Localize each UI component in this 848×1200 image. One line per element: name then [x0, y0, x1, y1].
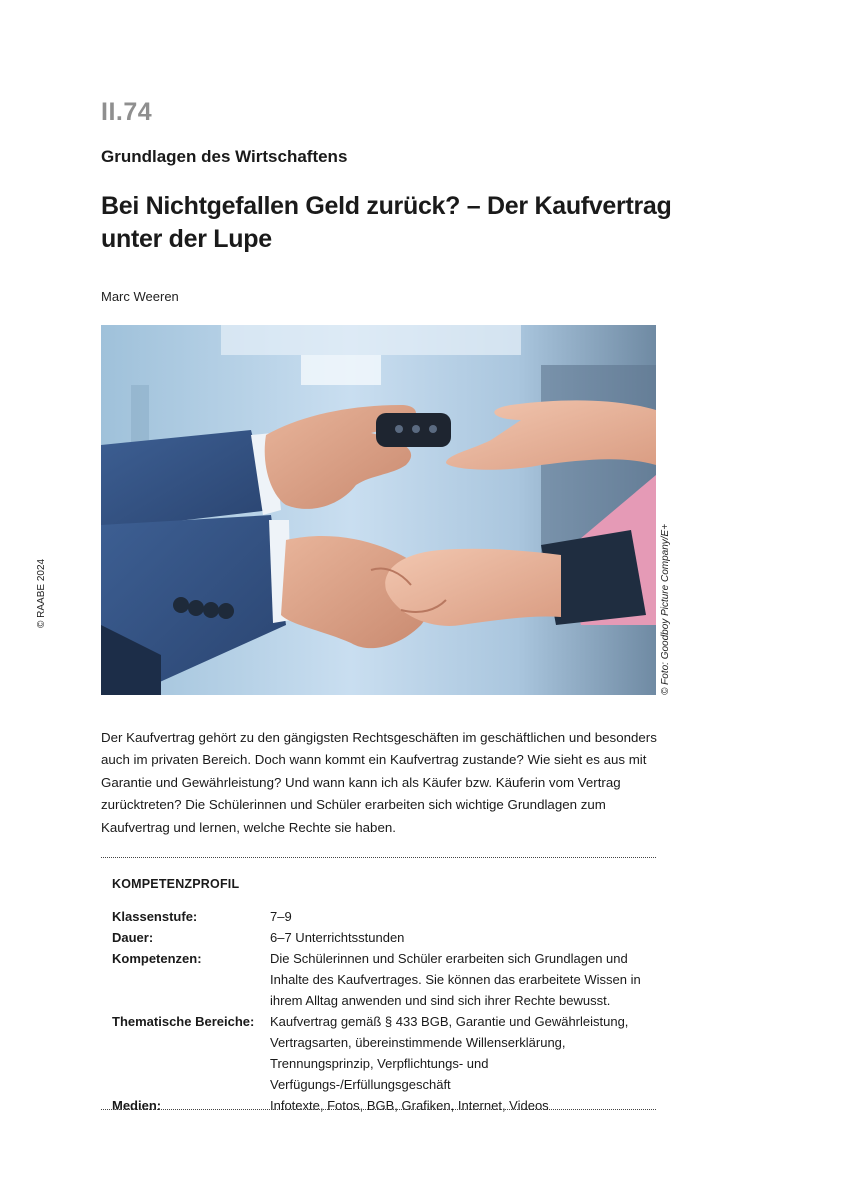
profile-value: 6–7 Unterrichtsstunden [270, 930, 405, 945]
photo-credit: © Foto: Goodboy Picture Company/E+ [660, 523, 671, 695]
copyright-notice: © RAABE 2024 [36, 558, 47, 628]
profile-label: Thematische Bereiche: [112, 1014, 255, 1029]
profile-value: Kaufvertrag gemäß § 433 BGB, Garantie und Gewährleistung, Vertragsarten, übereinstimmende Willenserklärung, Trennungsprinzip, Verpflichtungs- und Verfügungs-/Erfüllungsgeschäft [270, 1014, 629, 1092]
profile-label: Klassenstufe: [112, 909, 198, 924]
divider-top [101, 857, 656, 858]
page-title: Bei Nichtgefallen Geld zurück? – Der Kaufvertrag unter der Lupe [101, 192, 672, 253]
profile-label: Dauer: [112, 930, 154, 945]
divider-bottom [101, 1109, 656, 1110]
profile-label: Kompetenzen: [112, 951, 202, 966]
subject-heading: Grundlagen des Wirtschaftens [101, 147, 348, 166]
competence-profile [112, 906, 652, 1116]
profile-row-topics [112, 1011, 652, 1095]
handshake-key-illustration [101, 325, 656, 695]
profile-heading: KOMPETENZPROFIL [112, 877, 240, 891]
intro-paragraph: Der Kaufvertrag gehört zu den gängigsten Rechtsgeschäften im geschäftlichen und besonders auch im privaten Bereich. Doch wann kommt ein Kaufvertrag zustande? Wie sieht es aus mit Garantie und Gewährleistung? Und wann kann ich als Käufer bzw. Käuferin vom Vertrag zurücktreten? Die Schülerinnen und Schüler erarbeiten sich wichtige Grundlagen zum Kaufvertrag und lernen, welche Rechte sie haben. [101, 730, 657, 835]
profile-row-media [112, 1095, 652, 1116]
profile-value: 7–9 [270, 909, 292, 924]
cover-photo [101, 325, 656, 695]
profile-row-competencies [112, 948, 652, 1011]
profile-row-duration [112, 927, 652, 948]
profile-value: Die Schülerinnen und Schüler erarbeiten sich Grundlagen und Inhalte des Kaufvertrages. Sie können das erarbeitete Wissen in ihrem Alltag anwenden und sind sich ihrer Rechte bewusst. [270, 951, 641, 1008]
profile-label: Medien: [112, 1098, 162, 1113]
author: Marc Weeren [101, 289, 179, 304]
series-number: II.74 [101, 98, 153, 126]
profile-value: Infotexte, Fotos, BGB, Grafiken, Internet, Videos [270, 1098, 549, 1113]
profile-row-grade [112, 906, 652, 927]
